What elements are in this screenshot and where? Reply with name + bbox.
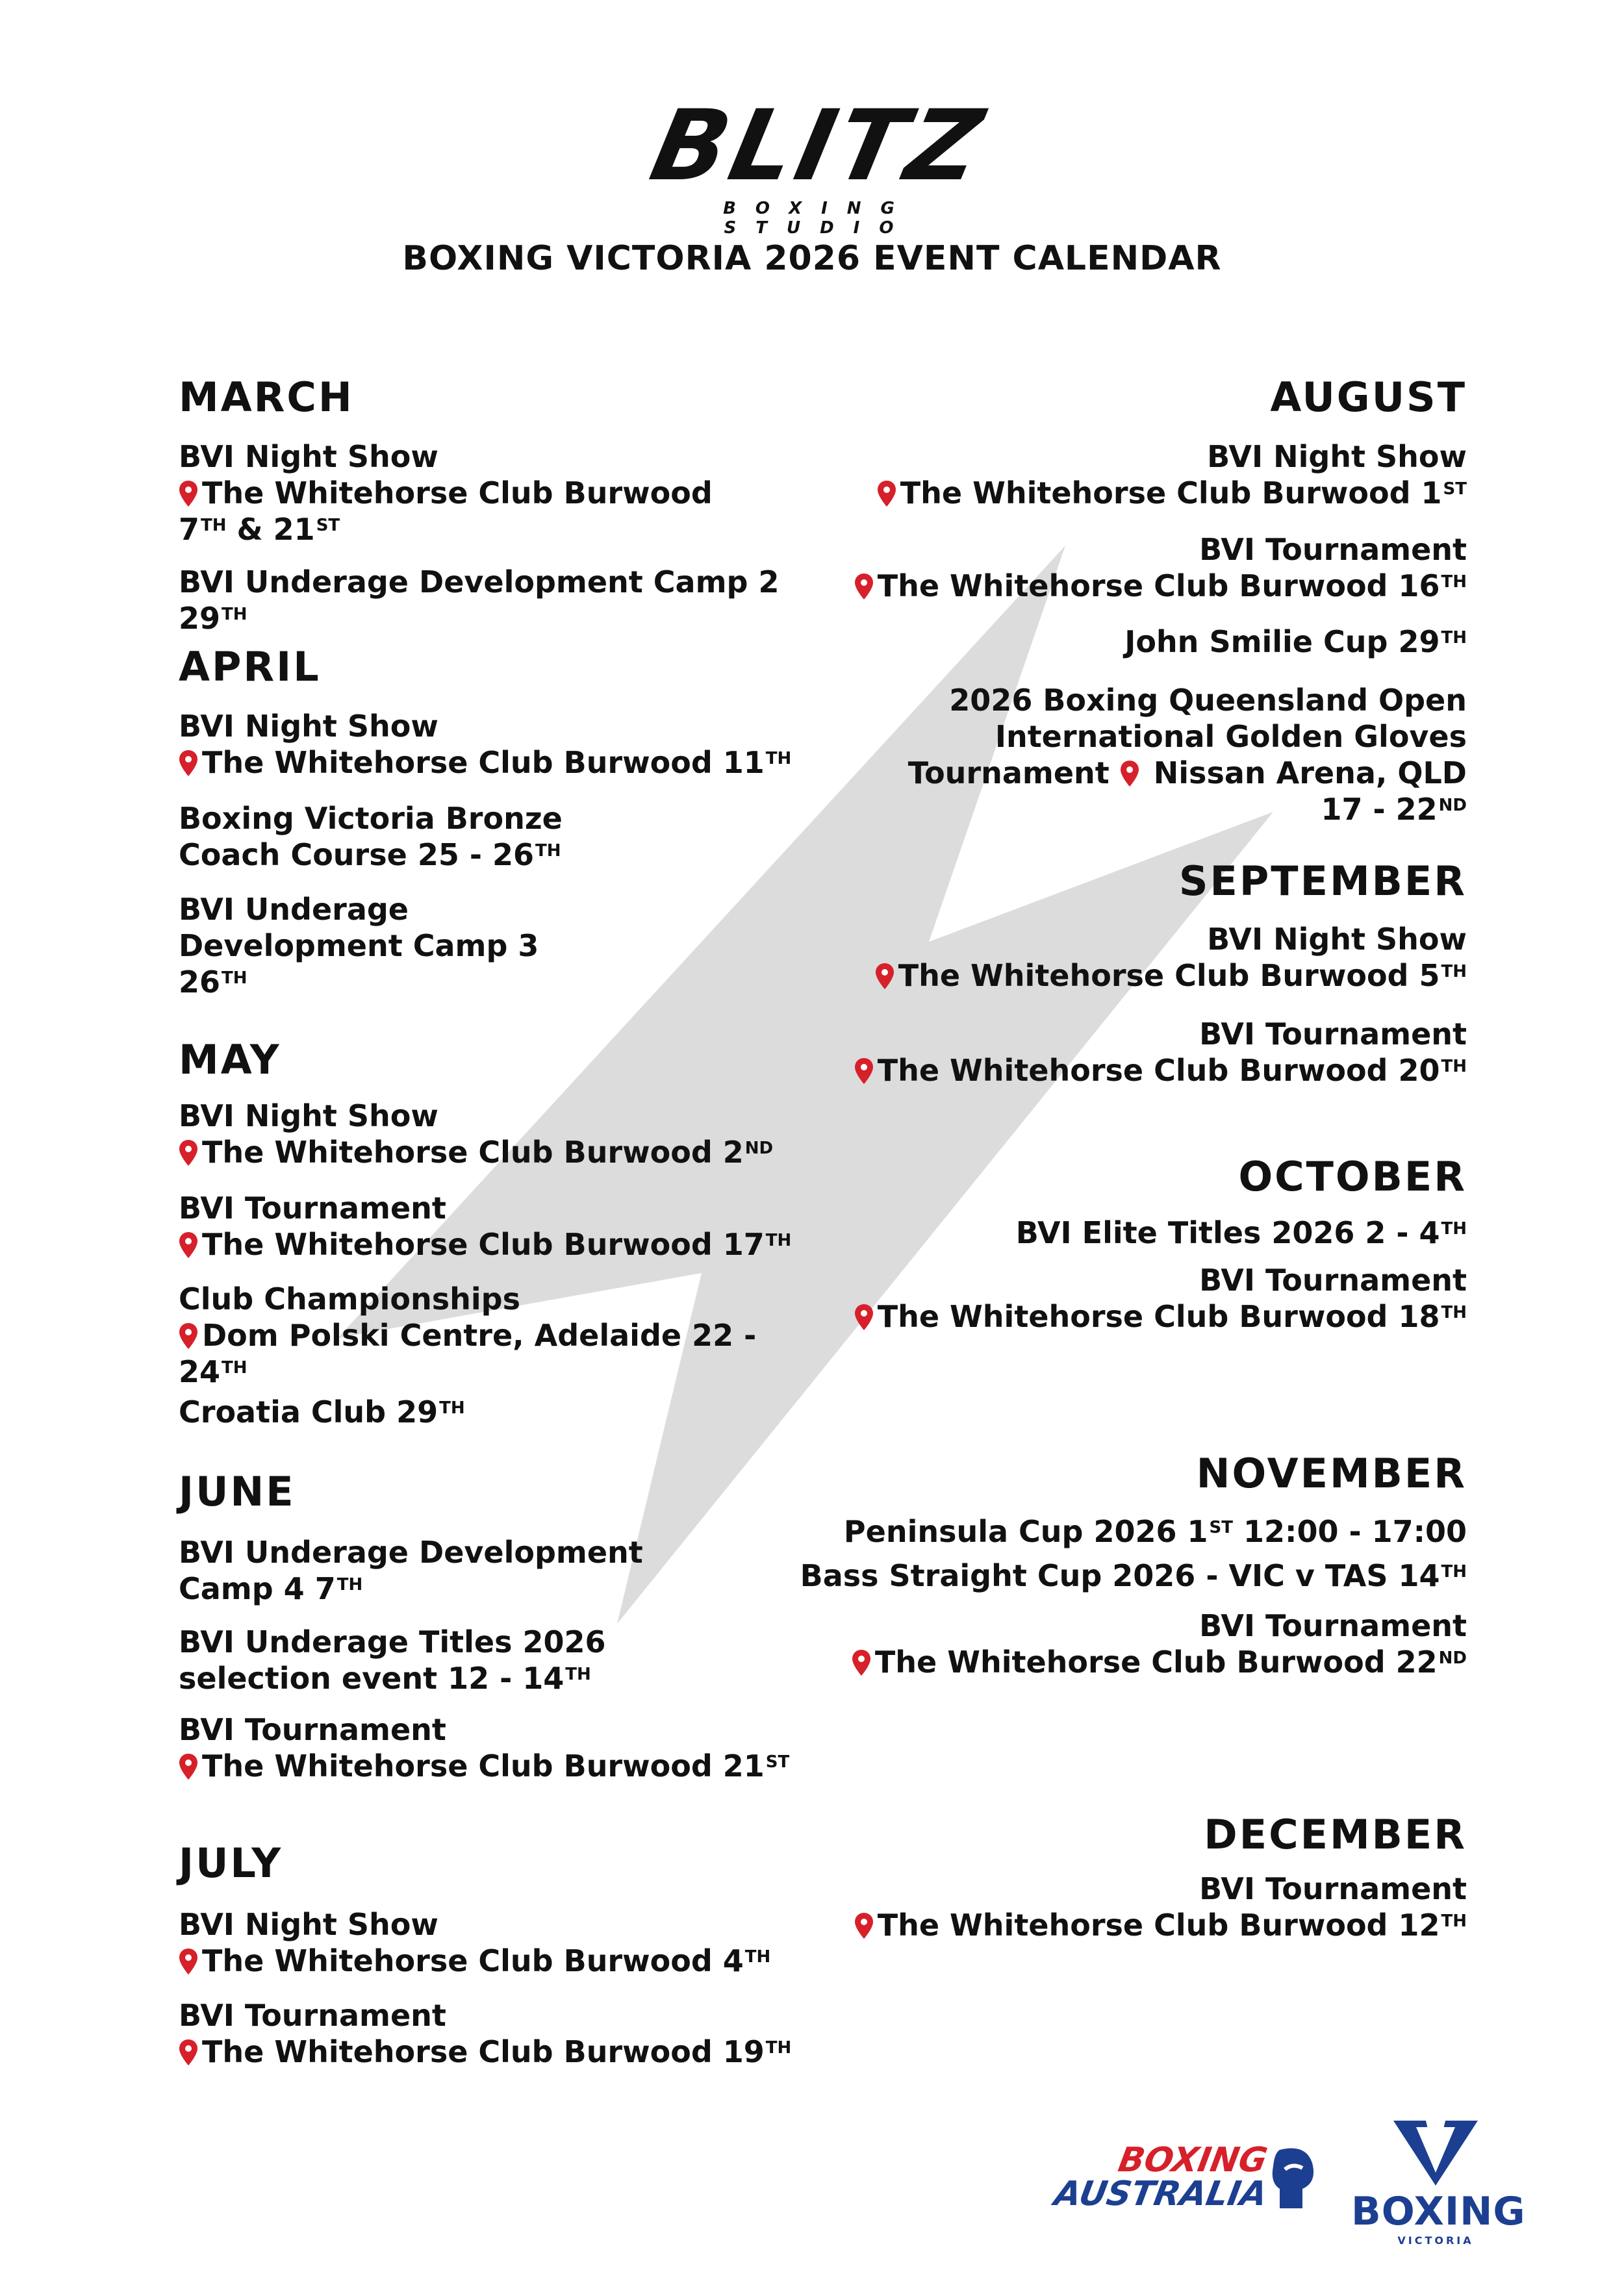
boxing-victoria-main: BOXING	[1351, 2189, 1526, 2234]
event-date: 17 - 22	[1321, 792, 1438, 827]
date-suffix: TH	[222, 605, 247, 624]
event-date: 29	[179, 601, 221, 636]
location-pin-icon	[854, 1912, 874, 1939]
month-heading-august: AUGUST	[1270, 373, 1467, 421]
event-title: Croatia Club 29	[179, 1394, 438, 1430]
date-suffix: ST	[765, 1752, 790, 1772]
date-suffix: TH	[336, 1575, 363, 1595]
event-march-camp	[179, 564, 828, 637]
date-suffix: ND	[744, 1139, 774, 1158]
event-title: International Golden Gloves	[995, 719, 1467, 754]
location-pin-icon	[1120, 760, 1139, 787]
date-suffix: TH	[439, 1398, 465, 1418]
location-pin-icon	[179, 1948, 198, 1975]
event-june-underage-titles	[179, 1624, 828, 1697]
date-suffix: TH	[222, 1358, 247, 1378]
event-title: BVI Night Show	[1207, 922, 1467, 957]
event-title: Boxing Victoria Bronze	[179, 801, 563, 836]
page-title: BOXING VICTORIA 2026 EVENT CALENDAR	[402, 239, 1222, 278]
event-title: Tournament	[907, 755, 1120, 790]
date-suffix: TH	[1441, 1219, 1467, 1239]
event-title: 2026 Boxing Queensland Open	[949, 683, 1467, 718]
event-venue: The Whitehorse Club Burwood 20	[877, 1053, 1440, 1088]
event-title: BVI Night Show	[1207, 439, 1467, 474]
date-suffix: ST	[316, 516, 340, 535]
location-pin-icon	[179, 1753, 198, 1780]
event-october-elite-titles	[747, 1215, 1467, 1251]
event-venue: The Whitehorse Club Burwood 22	[874, 1645, 1438, 1680]
event-september-tournament	[747, 1016, 1467, 1089]
location-pin-icon	[875, 963, 894, 990]
month-heading-december: DECEMBER	[1204, 1811, 1467, 1858]
date-suffix: TH	[222, 968, 247, 988]
event-date: 7	[179, 512, 200, 547]
event-venue: The Whitehorse Club Burwood 12	[877, 1908, 1440, 1943]
event-title: BVI Tournament	[1199, 1016, 1467, 1052]
event-venue: Dom Polski Centre, Adelaide 22 -	[202, 1318, 757, 1353]
event-may-croatia-club	[179, 1394, 828, 1430]
event-may-tournament	[179, 1190, 828, 1263]
event-december-tournament	[747, 1871, 1467, 1943]
event-may-night-show	[179, 1098, 828, 1170]
event-title: BVI Tournament	[179, 1998, 446, 2033]
boxing-australia-top: BOXING	[1115, 2141, 1271, 2180]
event-date: 26	[179, 965, 221, 1000]
event-date: 24	[179, 1354, 221, 1389]
month-heading-july: JULY	[179, 1839, 283, 1887]
event-title: BVI Tournament	[1199, 1263, 1467, 1298]
event-title: BVI Elite Titles 2026 2 - 4	[1015, 1215, 1440, 1250]
event-title: Bass Straight Cup 2026 - VIC v TAS 14	[800, 1558, 1440, 1593]
event-title: Peninsula Cup 2026 1	[843, 1514, 1208, 1549]
event-venue: The Whitehorse Club Burwood 19	[202, 2034, 765, 2069]
location-pin-icon	[179, 1139, 198, 1167]
event-date: & 21	[226, 512, 315, 547]
event-title: Club Championships	[179, 1281, 520, 1317]
event-june-tournament	[179, 1711, 828, 1784]
event-november-tournament	[747, 1608, 1467, 1680]
date-suffix: TH	[1441, 962, 1467, 981]
event-title: BVI Underage Development	[179, 1535, 643, 1570]
event-detail: selection event 12 - 14	[179, 1661, 565, 1696]
logo-subtitle: BOXING STUDIO	[723, 199, 914, 238]
event-august-tournament	[747, 531, 1467, 604]
event-may-club-championships	[179, 1281, 828, 1390]
boxing-victoria-v-icon	[1390, 2117, 1481, 2189]
event-october-tournament	[747, 1262, 1467, 1335]
event-title: BVI Tournament	[179, 1712, 446, 1747]
event-time: 12:00 - 17:00	[1233, 1514, 1467, 1549]
event-title: BVI Night Show	[179, 1098, 438, 1133]
location-pin-icon	[179, 1322, 198, 1350]
event-april-night-show	[179, 708, 828, 781]
event-venue: The Whitehorse Club Burwood 11	[202, 745, 765, 780]
event-venue: The Whitehorse Club Burwood 2	[202, 1135, 744, 1170]
event-title: BVI Night Show	[179, 1907, 438, 1942]
event-venue: The Whitehorse Club Burwood 16	[877, 568, 1440, 603]
date-suffix: TH	[744, 1947, 771, 1967]
location-pin-icon	[179, 2039, 198, 2066]
month-heading-september: SEPTEMBER	[1178, 857, 1467, 905]
event-title: BVI Tournament	[1199, 532, 1467, 567]
date-suffix: TH	[201, 516, 227, 535]
month-heading-november: NOVEMBER	[1196, 1450, 1467, 1497]
location-pin-icon	[854, 1304, 874, 1331]
event-title: BVI Underage	[179, 892, 409, 927]
date-suffix: ST	[1209, 1518, 1234, 1537]
boxing-glove-icon	[1267, 2143, 1319, 2215]
location-pin-icon	[179, 1231, 198, 1259]
date-suffix: TH	[765, 2038, 792, 2058]
event-venue: The Whitehorse Club Burwood 21	[202, 1748, 765, 1784]
event-title: BVI Tournament	[1199, 1871, 1467, 1906]
boxing-australia-logo	[1033, 2130, 1319, 2228]
blitz-logo	[637, 90, 1000, 238]
month-heading-june: JUNE	[179, 1468, 296, 1515]
event-august-night-show	[747, 438, 1467, 511]
event-august-golden-gloves	[747, 682, 1467, 827]
date-suffix: TH	[1441, 1057, 1467, 1076]
location-pin-icon	[179, 750, 198, 777]
location-pin-icon	[854, 1057, 874, 1085]
location-pin-icon	[852, 1649, 871, 1676]
event-title: BVI Night Show	[179, 439, 438, 474]
event-september-night-show	[747, 921, 1467, 994]
date-suffix: ST	[1443, 479, 1467, 499]
event-detail: Coach Course 25 - 26	[179, 837, 534, 872]
date-suffix: ND	[1438, 1648, 1467, 1668]
event-november-bass-straight-cup	[747, 1558, 1467, 1594]
month-heading-may: MAY	[179, 1036, 281, 1083]
event-april-coach-course	[179, 800, 828, 873]
boxing-australia-bottom: AUSTRALIA	[1051, 2175, 1271, 2214]
event-venue: Nissan Arena, QLD	[1143, 755, 1467, 790]
date-suffix: TH	[1441, 628, 1467, 648]
event-venue: The Whitehorse Club Burwood 5	[898, 958, 1440, 993]
event-venue: The Whitehorse Club Burwood 18	[877, 1299, 1440, 1334]
event-venue: The Whitehorse Club Burwood	[202, 475, 713, 511]
date-suffix: TH	[765, 749, 792, 768]
logo-wordmark: BLITZ	[642, 90, 995, 203]
event-title: BVI Night Show	[179, 709, 438, 744]
location-pin-icon	[877, 480, 896, 507]
event-june-camp	[179, 1534, 828, 1607]
date-suffix: TH	[535, 841, 561, 861]
event-title: BVI Underage Development Camp 2	[179, 564, 780, 599]
event-november-peninsula-cup	[747, 1513, 1467, 1550]
date-suffix: TH	[1441, 1562, 1467, 1582]
month-heading-october: OCTOBER	[1238, 1153, 1467, 1200]
event-title: BVI Tournament	[1199, 1608, 1467, 1643]
boxing-victoria-logo	[1351, 2117, 1526, 2267]
location-pin-icon	[854, 573, 874, 600]
event-march-night-show	[179, 438, 828, 548]
boxing-victoria-sub: VICTORIA	[1397, 2234, 1474, 2247]
month-heading-april: APRIL	[179, 643, 321, 690]
date-suffix: TH	[1441, 1303, 1467, 1322]
event-venue: The Whitehorse Club Burwood 1	[900, 475, 1442, 511]
event-title: BVI Tournament	[179, 1191, 446, 1226]
event-venue: The Whitehorse Club Burwood 4	[202, 1943, 744, 1978]
date-suffix: TH	[765, 1231, 792, 1250]
date-suffix: TH	[1441, 1911, 1467, 1931]
event-title: Development Camp 3	[179, 928, 539, 963]
event-venue: The Whitehorse Club Burwood 17	[202, 1227, 765, 1262]
event-title: John Smilie Cup 29	[1124, 624, 1440, 659]
event-april-camp	[179, 891, 828, 1000]
event-august-john-smilie-cup	[747, 624, 1467, 660]
date-suffix: ND	[1438, 796, 1467, 815]
month-heading-march: MARCH	[179, 373, 354, 421]
event-july-night-show	[179, 1906, 828, 1979]
event-july-tournament	[179, 1997, 828, 2070]
date-suffix: TH	[1441, 572, 1467, 592]
event-detail: Camp 4 7	[179, 1571, 336, 1606]
location-pin-icon	[179, 480, 198, 507]
date-suffix: TH	[565, 1665, 591, 1684]
event-title: BVI Underage Titles 2026	[179, 1624, 606, 1659]
